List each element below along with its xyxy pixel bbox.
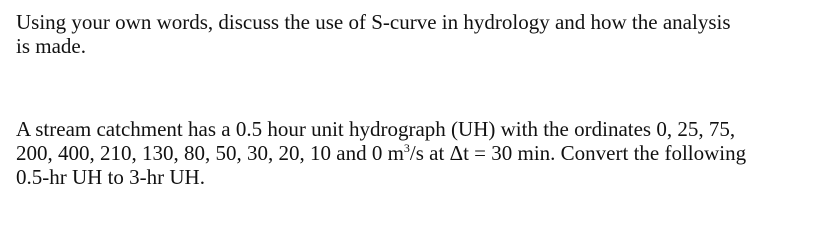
question-uh-line-2 — [16, 141, 806, 165]
question-unit-hydrograph — [16, 117, 806, 189]
question-s-curve-line-1: Using your own words, discuss the use of S-curve in hydrology and how the analysis — [16, 10, 731, 34]
question-uh-line-1: A stream catchment has a 0.5 hour unit hydrograph (UH) with the ordinates 0, 25, 75, — [16, 117, 736, 141]
question-uh-line-2-text-a: 200, 400, 210, 130, 80, 50, 30, 20, 10 and 0 m — [16, 141, 404, 165]
question-uh-line-2-text-b: /s at Δt = 30 min. Convert the following — [409, 141, 747, 165]
question-s-curve-line-2: is made. — [16, 34, 86, 58]
cubic-superscript: 3 — [403, 141, 410, 155]
question-s-curve — [16, 10, 806, 58]
question-uh-line-3: 0.5-hr UH to 3-hr UH. — [16, 165, 205, 189]
